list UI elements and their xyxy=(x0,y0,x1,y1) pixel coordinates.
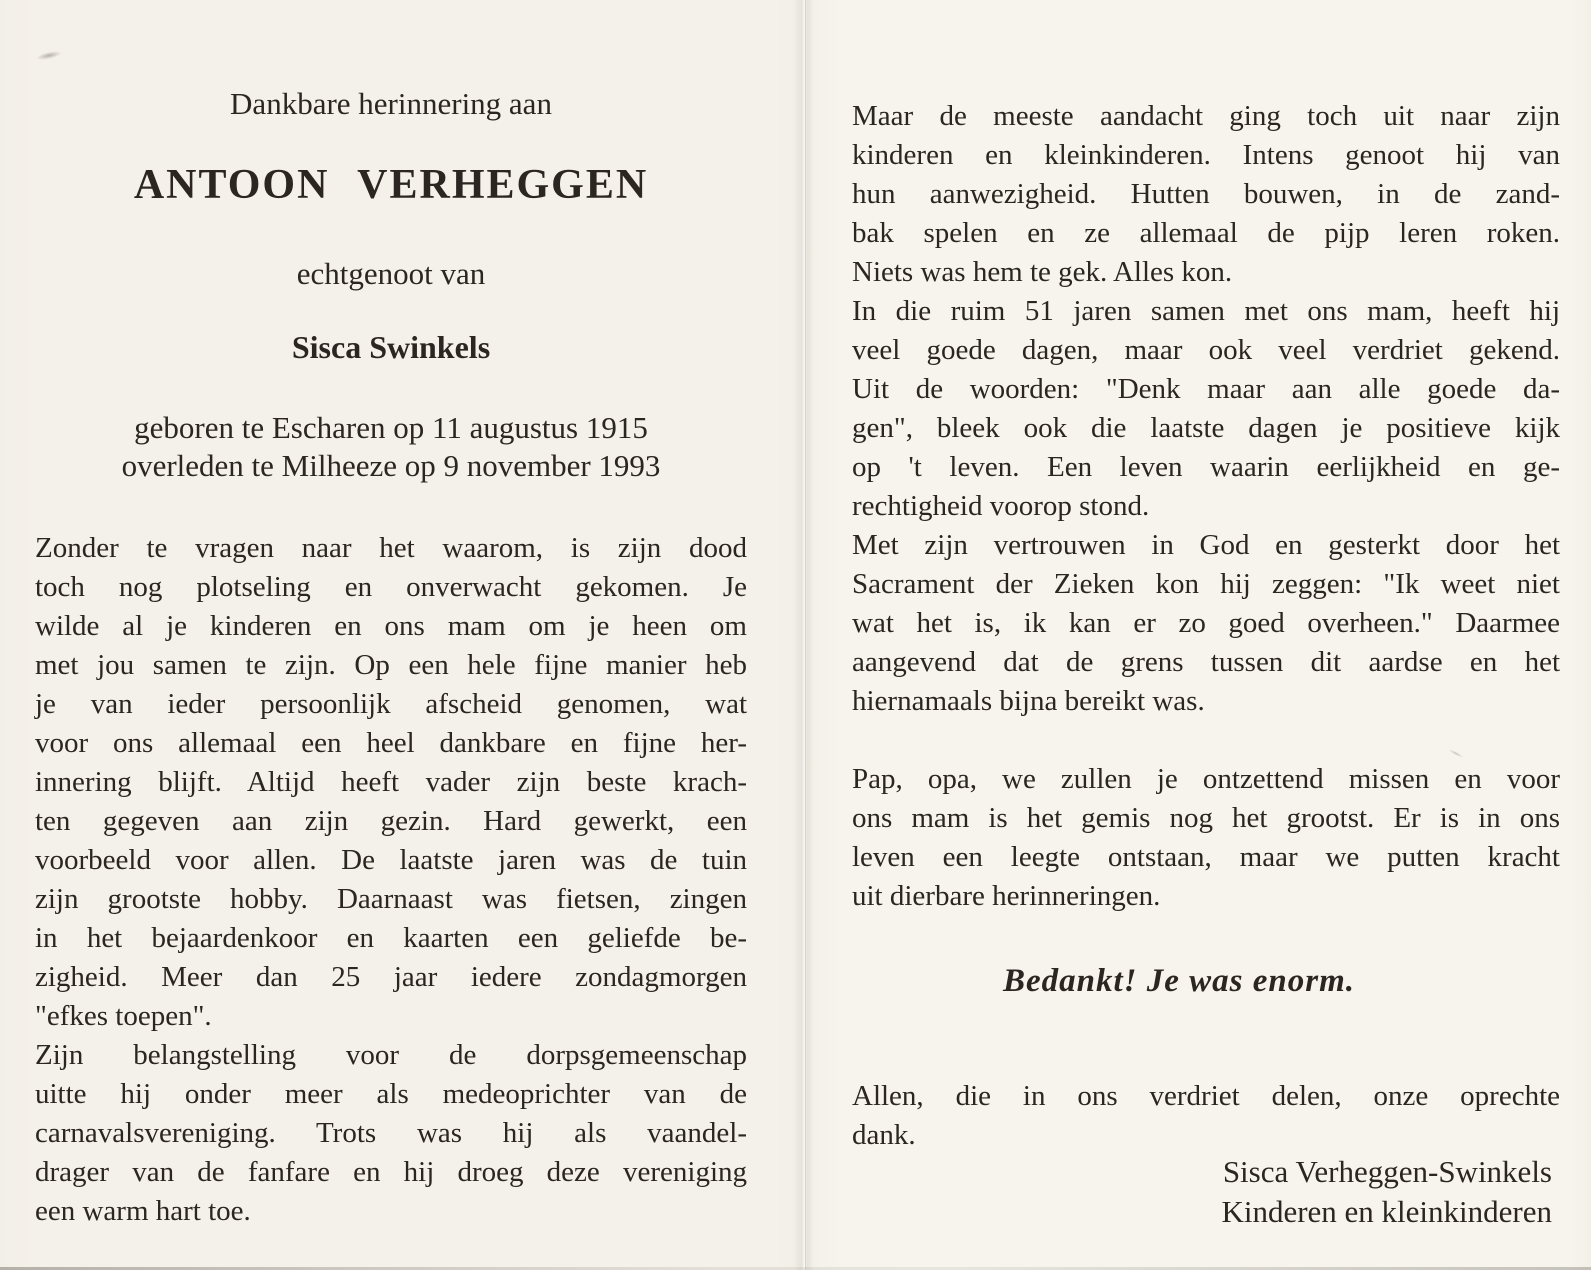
text-line: Maar de meeste aandacht ging toch uit naar zijn xyxy=(852,100,1560,132)
text-line: hun aanwezigheid. Hutten bouwen, in de zand- xyxy=(852,178,1560,210)
signature-children: Kinderen en kleinkinderen xyxy=(1221,1194,1552,1229)
signature-block xyxy=(1221,1152,1552,1232)
text-line: voorbeeld voor allen. De laatste jaren was de tuin xyxy=(35,844,747,876)
text-line: met jou samen te zijn. Op een hele fijne manier heb xyxy=(35,649,747,681)
text-line: Niets was hem te gek. Alles kon. xyxy=(852,256,1233,288)
text-line: Pap, opa, we zullen je ontzettend missen en voor xyxy=(852,763,1560,795)
text-line: wat het is, ik kan er zo goed overheen." Daarmee xyxy=(852,607,1560,639)
spouse-name: Sisca Swinkels xyxy=(291,329,491,365)
text-line: In die ruim 51 jaren samen met ons mam, heeft hij xyxy=(852,295,1560,327)
closing-paragraph xyxy=(852,1077,1560,1155)
fold-crease xyxy=(794,0,814,1270)
text-line: voor ons allemaal een heel dankbare en fijne her- xyxy=(35,727,747,759)
fold-crease-line xyxy=(805,0,806,1270)
right-page-body-text xyxy=(852,97,1560,721)
text-line: Zijn belangstelling voor de dorpsgemeenschap xyxy=(35,1039,747,1071)
text-line: carnavalsvereniging. Trots was hij als vaandel- xyxy=(35,1117,747,1149)
text-line: dank. xyxy=(852,1119,916,1151)
text-line: aangevend dat de grens tussen dit aardse en het xyxy=(852,646,1560,678)
card-right-page xyxy=(805,0,1591,1270)
text-line: wilde al je kinderen en ons mam om je heen om xyxy=(35,610,747,642)
dedication-line: Dankbare herinnering aan xyxy=(230,86,552,121)
spouse-label: echtgenoot van xyxy=(296,256,486,291)
text-line: zigheid. Meer dan 25 jaar iedere zondagmorgen xyxy=(35,961,747,993)
text-line: bak spelen en ze allemaal de pijp leren roken. xyxy=(852,217,1560,249)
text-line: kinderen en kleinkinderen. Intens genoot hij van xyxy=(852,139,1560,171)
text-line: drager van de fanfare en hij droeg deze vereniging xyxy=(35,1156,747,1188)
text-line: veel goede dagen, maar ook veel verdriet gekend. xyxy=(852,334,1560,366)
deceased-name: ANTOON VERHEGGEN xyxy=(133,162,649,208)
text-line: gen", bleek ook die laatste dagen je positieve kijk xyxy=(852,412,1560,444)
farewell-paragraph xyxy=(852,760,1560,916)
text-line: in het bejaardenkoor en kaarten een geliefde be- xyxy=(35,922,747,954)
text-line: zijn grootste hobby. Daarnaast was fietsen, zingen xyxy=(35,883,747,915)
text-line: Sacrament der Zieken kon hij zeggen: "Ik weet niet xyxy=(852,568,1560,600)
death-line: overleden te Milheeze op 9 november 1993 xyxy=(121,448,661,483)
text-line: ons mam is het gemis nog het grootst. Er is in ons xyxy=(852,802,1560,834)
birth-line: geboren te Escharen op 11 augustus 1915 xyxy=(134,410,648,445)
text-line: Uit de woorden: "Denk maar aan alle goede da- xyxy=(852,373,1560,405)
text-line: ten gegeven aan zijn gezin. Hard gewerkt, een xyxy=(35,805,747,837)
text-line: uitte hij onder meer als medeoprichter van de xyxy=(35,1078,747,1110)
text-line: je van ieder persoonlijk afscheid genomen, wat xyxy=(35,688,747,720)
text-line: Met zijn vertrouwen in God en gesterkt door het xyxy=(852,529,1560,561)
text-line: "efkes toepen". xyxy=(35,1000,212,1032)
text-line: hiernamaals bijna bereikt was. xyxy=(852,685,1205,717)
text-line: rechtigheid voorop stond. xyxy=(852,490,1150,522)
left-page-body-text xyxy=(35,529,747,1231)
text-line: op 't leven. Een leven waarin eerlijkheid en ge- xyxy=(852,451,1560,483)
text-line: Zonder te vragen naar het waarom, is zijn dood xyxy=(35,532,747,564)
thanks-line: Bedankt! Je was enorm. xyxy=(1003,963,1356,999)
text-line: leven een leegte ontstaan, maar we putten kracht xyxy=(852,841,1560,873)
text-line: innering blijft. Altijd heeft vader zijn beste krach- xyxy=(35,766,747,798)
text-line: uit dierbare herinneringen. xyxy=(852,880,1161,912)
text-line: Allen, die in ons verdriet delen, onze oprechte xyxy=(852,1080,1560,1112)
text-line: een warm hart toe. xyxy=(35,1195,251,1227)
signature-spouse: Sisca Verheggen-Swinkels xyxy=(1222,1154,1552,1189)
text-line: toch nog plotseling en onverwacht gekomen. Je xyxy=(35,571,747,603)
